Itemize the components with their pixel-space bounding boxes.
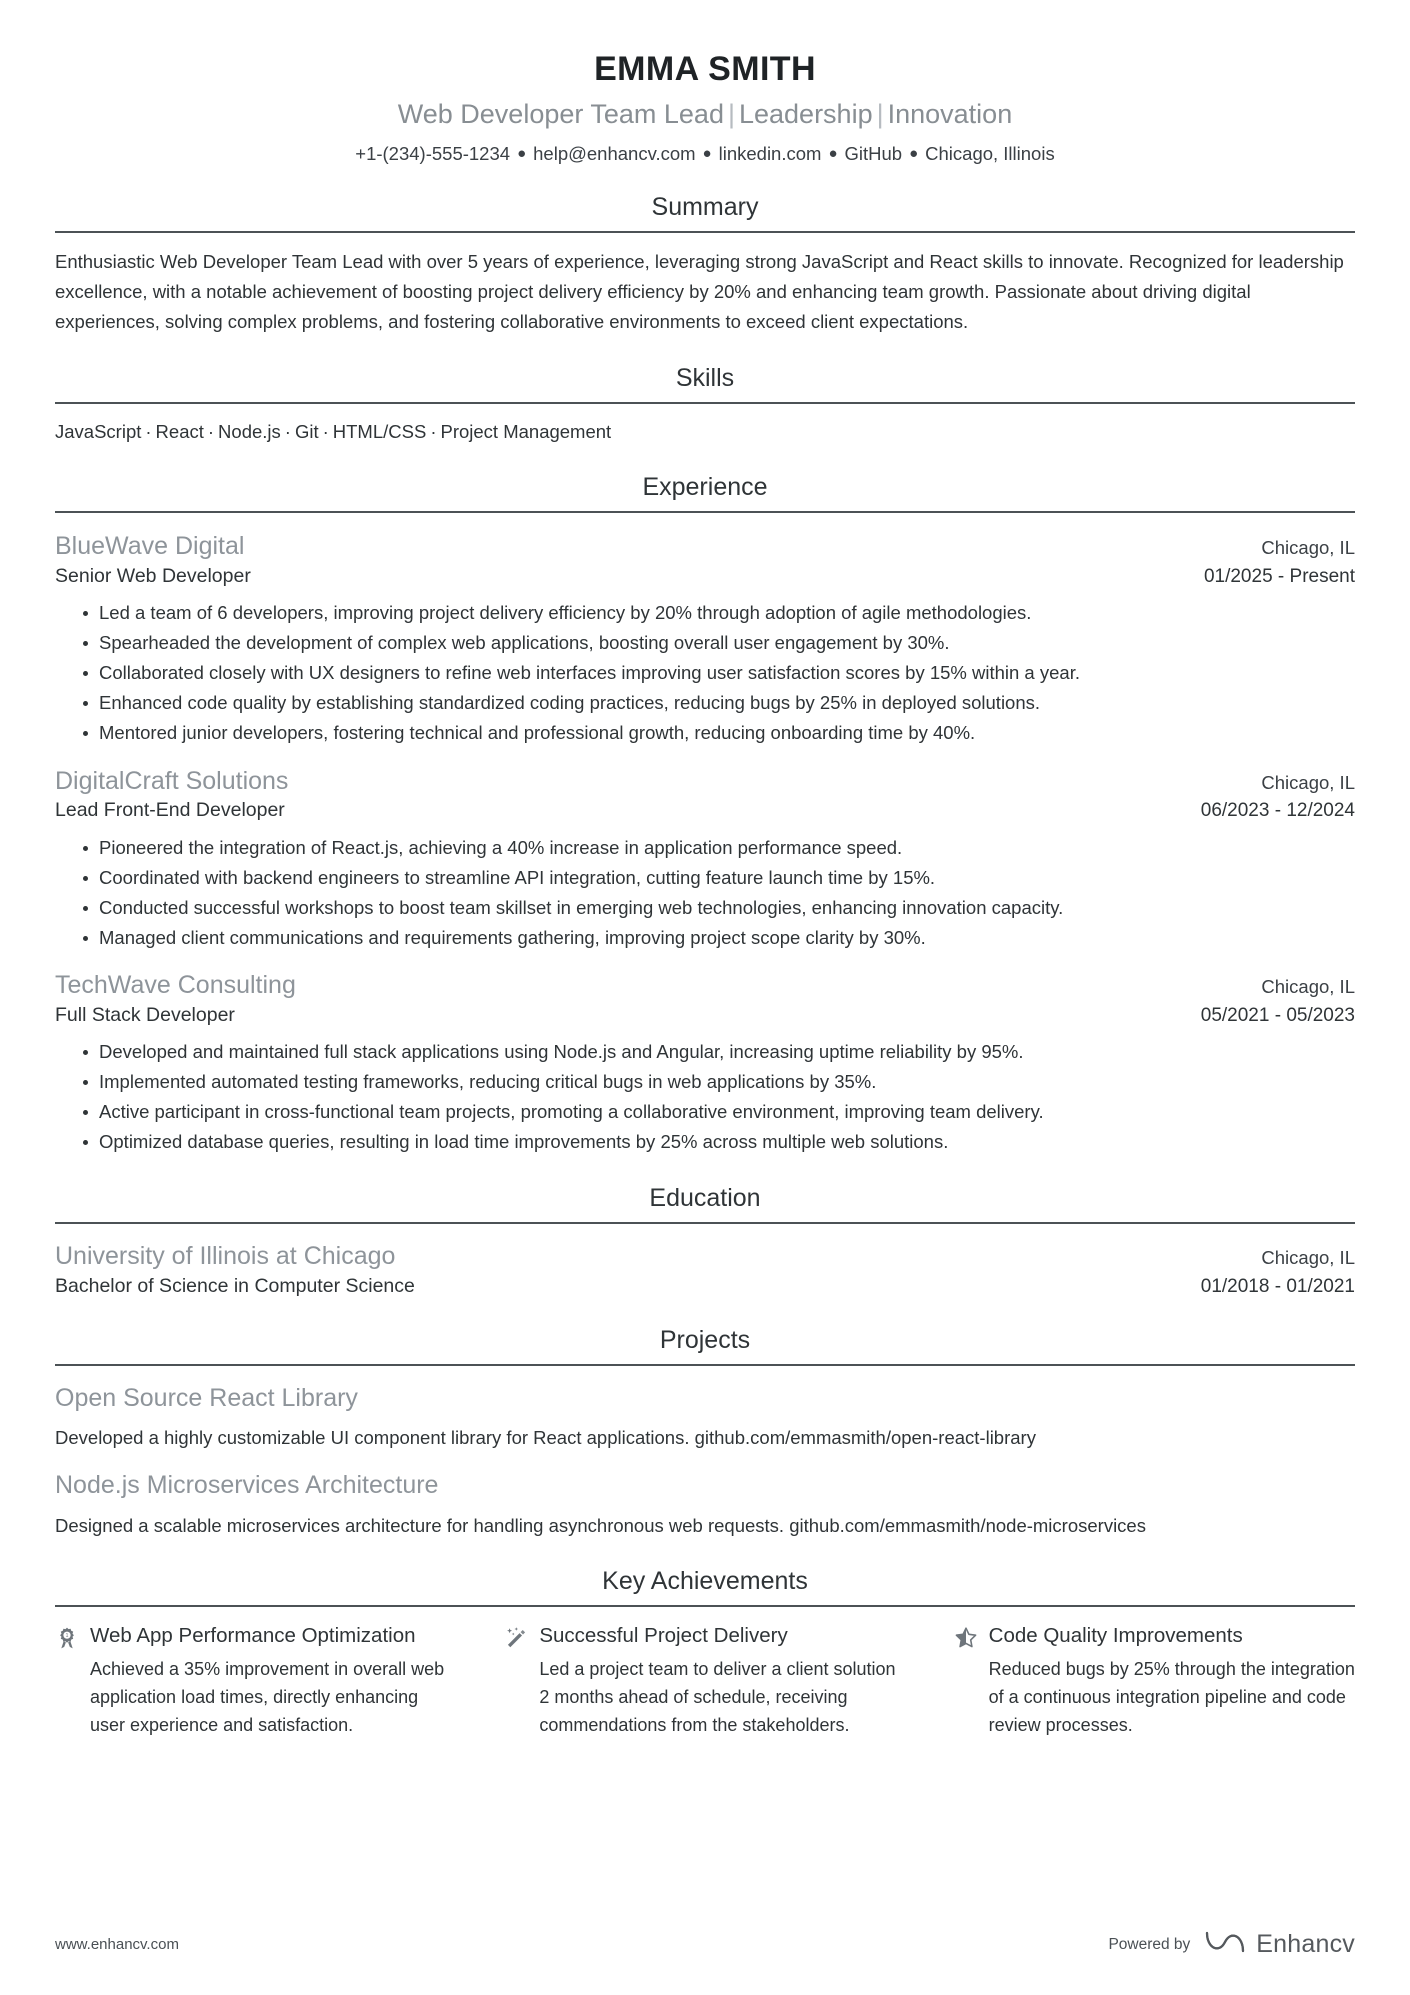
experience-entry-sub-row — [55, 1002, 1355, 1028]
experience-bullet-list — [55, 598, 1355, 748]
section-rule — [55, 402, 1355, 404]
education-location: Chicago, IL — [1261, 1247, 1355, 1269]
experience-bullet: Mentored junior developers, fostering technical and professional growth, reducing onboarding time by 40%. — [83, 718, 1355, 748]
experience-bullet: Conducted successful workshops to boost team skillset in emerging web technologies, enhancing innovation capacity. — [83, 893, 1355, 923]
section-title-key-achievements: Key Achievements — [602, 1567, 808, 1596]
achievement-header — [954, 1623, 1355, 1650]
skill-item: JavaScript — [55, 421, 142, 443]
education-entries — [55, 1240, 1355, 1299]
experience-bullet: Coordinated with backend engineers to streamline API integration, cutting feature launch time by 15%. — [83, 863, 1355, 893]
skill-item: Node.js — [218, 421, 281, 443]
achievement-item — [504, 1623, 905, 1740]
experience-bullet: Spearheaded the development of complex web applications, boosting overall user engagement by 30%. — [83, 628, 1355, 658]
contact-linkedin[interactable]: linkedin.com — [718, 142, 822, 164]
skill-separator: · — [430, 421, 437, 443]
contact-email[interactable]: help@enhancv.com — [533, 142, 696, 164]
candidate-headline — [55, 97, 1355, 132]
headline-part-1: Web Developer Team Lead — [397, 98, 724, 129]
enhancv-logo-icon — [1203, 1928, 1247, 1961]
experience-bullet-list — [55, 1037, 1355, 1157]
footer-website-url[interactable]: www.enhancv.com — [55, 1936, 179, 1953]
contact-separator: ● — [702, 144, 712, 162]
experience-bullet: Optimized database queries, resulting in load time improvements by 25% across multiple web solutions. — [83, 1127, 1355, 1157]
skill-separator: · — [322, 421, 329, 443]
section-projects — [55, 1325, 1355, 1540]
experience-bullet: Active participant in cross-functional team projects, promoting a collaborative environment, improving team delivery. — [83, 1097, 1355, 1127]
section-rule — [55, 1364, 1355, 1366]
experience-bullet: Pioneered the integration of React.js, achieving a 40% increase in application performance speed. — [83, 833, 1355, 863]
experience-location: Chicago, IL — [1261, 771, 1355, 793]
experience-entry-top-row — [55, 765, 1355, 798]
experience-entry-top-row — [55, 969, 1355, 1002]
experience-entry-sub-row — [55, 563, 1355, 589]
achievement-description: Led a project team to deliver a client solution 2 months ahead of schedule, receiving commendations from the stakeholders. — [539, 1659, 896, 1735]
experience-bullet-list — [55, 833, 1355, 953]
footer-branding — [1108, 1928, 1355, 1961]
resume-header — [55, 48, 1355, 166]
section-title-education: Education — [649, 1184, 761, 1213]
skill-separator: · — [145, 421, 152, 443]
project-title: Open Source React Library — [55, 1383, 358, 1412]
headline-part-3: Innovation — [887, 98, 1013, 129]
experience-dates: 01/2025 - Present — [1203, 565, 1355, 587]
section-experience — [55, 472, 1355, 1157]
project-entry — [55, 1382, 1355, 1453]
experience-bullet: Developed and maintained full stack applications using Node.js and Angular, increasing uptime reliability by 95%. — [83, 1037, 1355, 1067]
powered-by-label: Powered by — [1108, 1935, 1191, 1953]
award-ribbon-icon — [55, 1626, 79, 1650]
svg-text:1: 1 — [65, 1633, 69, 1640]
skill-separator: · — [207, 421, 215, 443]
education-entry — [55, 1240, 1355, 1299]
experience-role: Senior Web Developer — [55, 564, 251, 587]
achievement-header — [55, 1623, 456, 1650]
education-dates: 01/2018 - 01/2021 — [1200, 1275, 1355, 1297]
experience-company: BlueWave Digital — [55, 532, 245, 561]
skill-item: HTML/CSS — [332, 421, 427, 443]
contact-github[interactable]: GitHub — [844, 142, 903, 164]
achievement-title: Code Quality Improvements — [988, 1624, 1243, 1648]
experience-dates: 05/2021 - 05/2023 — [1200, 1004, 1355, 1026]
achievement-description: Reduced bugs by 25% through the integration of a continuous integration pipeline and code review processes. — [988, 1659, 1355, 1735]
contact-line — [55, 141, 1355, 167]
section-education — [55, 1183, 1355, 1299]
experience-entries — [55, 530, 1355, 1157]
experience-location: Chicago, IL — [1261, 976, 1355, 998]
skills-list — [55, 418, 1355, 446]
contact-separator: ● — [909, 144, 919, 162]
experience-company: DigitalCraft Solutions — [55, 766, 289, 795]
experience-bullet: Managed client communications and requirements gathering, improving project scope clarity by 30%. — [83, 923, 1355, 953]
section-rule — [55, 1605, 1355, 1607]
contact-separator: ● — [828, 144, 838, 162]
experience-entry — [55, 969, 1355, 1157]
project-title: Node.js Microservices Architecture — [55, 1471, 439, 1500]
candidate-name: EMMA SMITH — [594, 50, 816, 88]
page-footer — [55, 1928, 1355, 1961]
enhancv-brand-name: Enhancv — [1256, 1930, 1355, 1958]
experience-role: Lead Front-End Developer — [55, 799, 285, 822]
experience-location: Chicago, IL — [1261, 537, 1355, 559]
half-star-icon — [954, 1626, 978, 1650]
achievements-grid — [55, 1623, 1355, 1740]
section-skills — [55, 363, 1355, 446]
experience-bullet: Collaborated closely with UX designers to refine web interfaces improving user satisfaction scores by 15% within a year. — [83, 658, 1355, 688]
experience-bullet: Led a team of 6 developers, improving project delivery efficiency by 20% through adoption of agile methodologies. — [83, 598, 1355, 628]
skill-separator: · — [284, 421, 291, 443]
project-description: Developed a highly customizable UI component library for React applications. github.com/emmasmith/open-react-library — [55, 1427, 1036, 1449]
education-school: University of Illinois at Chicago — [55, 1242, 396, 1271]
section-title-experience: Experience — [642, 473, 768, 502]
experience-company: TechWave Consulting — [55, 971, 296, 1000]
education-degree: Bachelor of Science in Computer Science — [55, 1274, 415, 1297]
contact-separator: ● — [517, 144, 527, 162]
experience-dates: 06/2023 - 12/2024 — [1200, 800, 1355, 822]
experience-bullet: Implemented automated testing frameworks, reducing critical bugs in web applications by 35%. — [83, 1067, 1355, 1097]
section-key-achievements — [55, 1566, 1355, 1740]
magic-wand-icon — [504, 1626, 528, 1650]
project-description: Designed a scalable microservices architecture for handling asynchronous web requests. github.com/emmasmith/node-microservices — [55, 1514, 1146, 1536]
achievement-item — [55, 1623, 456, 1740]
skill-item: Git — [294, 421, 319, 443]
achievement-title: Web App Performance Optimization — [90, 1624, 416, 1648]
section-title-summary: Summary — [651, 193, 759, 222]
summary-text: Enthusiastic Web Developer Team Lead with over 5 years of experience, leveraging strong JavaScript and React skills to innovate. Recognized for leadership excellence, with a notable achievement of boosting project delivery efficiency by 20% and enhancing team growth. Passionate about driving digital experiences, solving complex problems, and fostering collaborative environments to exceed client expectations. — [55, 251, 1344, 333]
experience-entry-sub-row — [55, 797, 1355, 823]
achievement-description: Achieved a 35% improvement in overall web application load times, directly enhancing user experience and satisfaction. — [90, 1659, 445, 1735]
section-rule — [55, 231, 1355, 233]
section-title-projects: Projects — [659, 1325, 751, 1354]
enhancv-brand — [1203, 1928, 1355, 1961]
headline-part-2: Leadership — [738, 98, 873, 129]
headline-divider-2: | — [876, 98, 884, 129]
experience-entry-top-row — [55, 530, 1355, 563]
section-rule — [55, 511, 1355, 513]
achievement-header — [504, 1623, 905, 1650]
headline-divider-1: | — [727, 98, 735, 129]
achievement-item — [954, 1623, 1355, 1740]
section-rule — [55, 1222, 1355, 1224]
project-entries — [55, 1382, 1355, 1540]
experience-entry — [55, 765, 1355, 953]
contact-phone: +1-(234)-555-1234 — [355, 142, 511, 164]
education-entry-sub-row — [55, 1273, 1355, 1299]
section-title-skills: Skills — [675, 364, 735, 393]
experience-entry — [55, 530, 1355, 748]
section-summary — [55, 192, 1355, 337]
education-entry-top-row — [55, 1240, 1355, 1273]
achievement-title: Successful Project Delivery — [539, 1624, 788, 1648]
skill-item: React — [155, 421, 204, 443]
contact-location: Chicago, Illinois — [925, 142, 1055, 164]
experience-bullet: Enhanced code quality by establishing standardized coding practices, reducing bugs by 25% in deployed solutions. — [83, 688, 1355, 718]
project-entry — [55, 1469, 1355, 1540]
experience-role: Full Stack Developer — [55, 1003, 235, 1026]
skill-item: Project Management — [440, 421, 612, 443]
